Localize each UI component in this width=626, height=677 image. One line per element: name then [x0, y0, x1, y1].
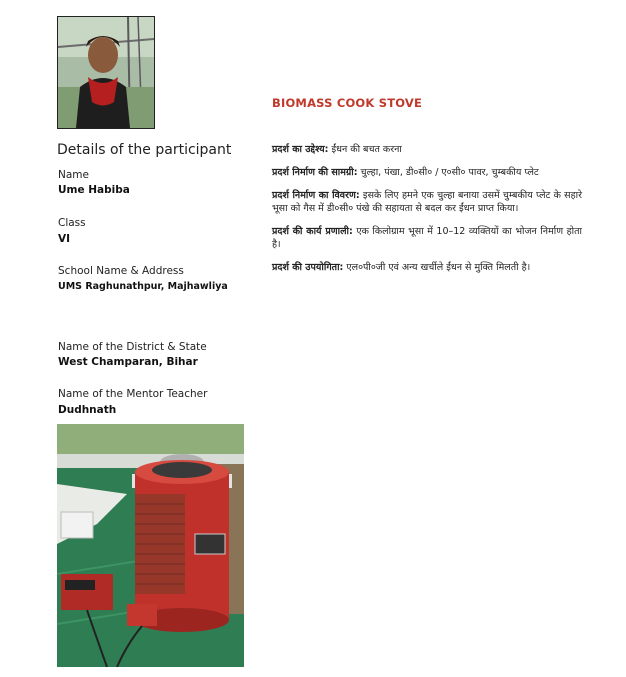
- construction-text: इसके लिए हमने एक चुल्हा बनाया उसमें चुम्बकीय प्लेट के सहारे भूसा को गैस में डी०सी० पंखे की सहायता से बदल कर ईंधन प्राप्त किया।: [272, 190, 582, 214]
- construction-label: प्रदर्श निर्माण का विवरण:: [272, 190, 360, 201]
- objective-text: ईंधन की बचत करना: [331, 144, 402, 155]
- school-value: UMS Raghunathpur, Majhawliya: [58, 281, 228, 292]
- utility-paragraph: [272, 261, 582, 274]
- stove-photo: [57, 424, 244, 667]
- construction-paragraph: [272, 189, 582, 215]
- name-label: Name: [58, 169, 89, 181]
- name-value: Ume Habiba: [58, 184, 130, 196]
- project-title: BIOMASS COOK STOVE: [272, 96, 423, 110]
- materials-label: प्रदर्श निर्माण की सामग्री:: [272, 167, 358, 178]
- district-label: Name of the District & State: [58, 341, 207, 353]
- school-label: School Name & Address: [58, 265, 184, 277]
- utility-text: एल०पी०जी एवं अन्य खर्चीले ईंधन से मुक्ति मिलती है।: [346, 262, 531, 273]
- working-text: एक किलोग्राम भूसा में 10–12 व्यक्तियों का भोजन निर्माण होता है।: [272, 226, 582, 250]
- project-description: [272, 143, 582, 284]
- materials-paragraph: [272, 166, 582, 179]
- working-label: प्रदर्श की कार्य प्रणाली:: [272, 226, 353, 237]
- mentor-value: Dudhnath: [58, 404, 117, 416]
- utility-label: प्रदर्श की उपयोगिता:: [272, 262, 344, 273]
- objective-label: प्रदर्श का उद्देश्य:: [272, 144, 329, 155]
- class-label: Class: [58, 217, 86, 229]
- materials-text: चुल्हा, पंखा, डी०सी० / ए०सी० पावर, चुम्बकीय प्लेट: [360, 167, 539, 178]
- mentor-label: Name of the Mentor Teacher: [58, 388, 208, 400]
- details-heading: Details of the participant: [57, 142, 232, 158]
- objective-paragraph: [272, 143, 582, 156]
- district-value: West Champaran, Bihar: [58, 356, 198, 368]
- class-value: VI: [58, 233, 71, 245]
- working-paragraph: [272, 225, 582, 251]
- participant-photo: [57, 16, 155, 129]
